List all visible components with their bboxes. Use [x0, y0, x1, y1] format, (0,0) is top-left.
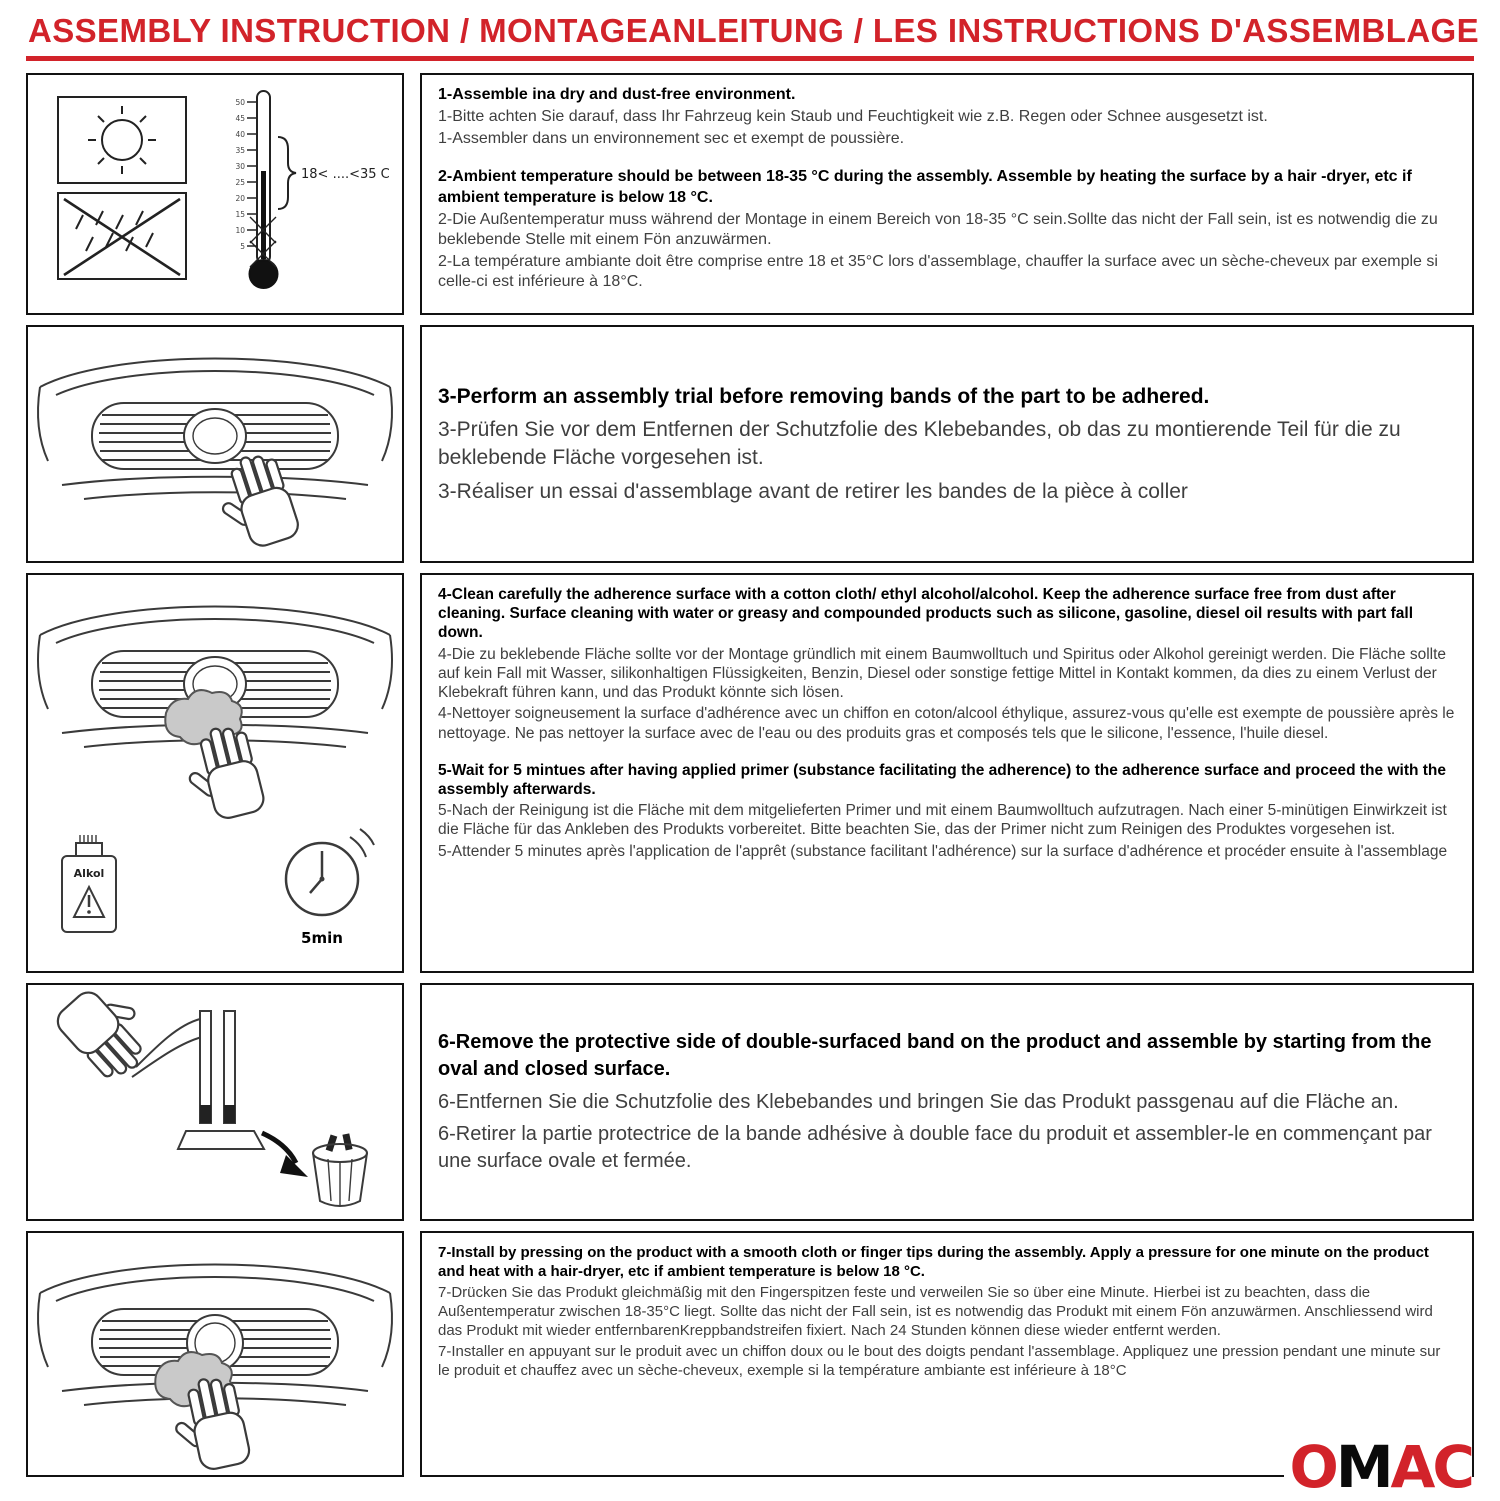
logo-letter-m: M	[1335, 1433, 1391, 1501]
omac-logo	[1284, 1433, 1472, 1501]
spacer	[438, 151, 1456, 167]
cleaning-illustration	[28, 575, 402, 971]
instructions-step-3	[420, 325, 1474, 563]
instruction-step1-fr: 1-Assembler dans un environnement sec et exempt de poussière.	[438, 130, 905, 148]
instruction-step6-de: 6-Entfernen Sie die Schutzfolie des Klebebandes und bringen Sie das Produkt passgenau auf die Fläche an.	[438, 1090, 1399, 1113]
figure-cleaning	[26, 573, 404, 973]
step-row-cleaning-primer	[26, 573, 1474, 973]
arrow-icon	[262, 1133, 308, 1177]
sun-icon	[88, 106, 156, 174]
environment-temperature-illustration	[28, 75, 402, 313]
instruction-step5-en: 5-Wait for 5 mintues after having applied primer (substance facilitating the adherence) to the adherence surface and proceed the with the assembly afterwards.	[438, 761, 1446, 798]
logo-letters-ac: AC	[1390, 1433, 1472, 1501]
instruction-step1-de: 1-Bitte achten Sie darauf, dass Ihr Fahrzeug kein Staub und Feuchtigkeit wie z.B. Regen oder Schnee ausgesetzt ist.	[438, 108, 1268, 126]
warning-triangle-icon	[74, 887, 104, 917]
instruction-step4-de: 4-Die zu beklebende Fläche sollte vor der Montage gründlich mit einem Baumwolltuch und Spiritus oder Alkohol gereinigt werden. Die Fläche sollte auf kein Fall mit Wasser, silikonhaltigen Flüssigkeiten, Benzin, Diesel oder sonstige fettige Mittel in Kontakt kommen, da dies zu einem Verlust der Klebekraft führen kann, und das Produkt könnte sich lösen.	[438, 645, 1447, 702]
hand-icon	[208, 448, 302, 555]
instruction-step4-en: 4-Clean carefully the adherence surface with a cotton cloth/ ethyl alcohol/alcohol. Keep the adherence surface free from dust after cleaning. Surface cleaning with water or greasy and compounded products such as silicone, gasoline, diesel oil results with part fall down.	[438, 586, 1414, 642]
instructions-steps-4-5	[420, 573, 1474, 973]
instruction-step4-fr: 4-Nettoyer soigneusement la surface d'adhérence avec un chiffon en coton/alcool éthylique, assurez-vous qu'elle est exempte de poussière après le nettoyage. Ne pas nettoyer la surface avec de l'eau ou des produits gras et composés tels que le silicone, l'essence, l'huile diesel.	[438, 705, 1455, 742]
hand-icon	[52, 985, 164, 1087]
press-install-illustration	[28, 1233, 402, 1475]
tape-strips-icon	[178, 1011, 264, 1149]
spacer	[438, 745, 1456, 761]
thermometer-tick-label: 35	[235, 146, 245, 155]
instruction-step5-fr: 5-Attender 5 minutes après l'application de l'apprêt (substance facilitant l'adhérence) sur la surface d'adhérence et procéder ensuite à l'assemblage	[438, 842, 1448, 860]
thermometer-tick-label: 25	[235, 178, 245, 187]
step-row-environment	[26, 73, 1474, 315]
trash-can-icon	[313, 1133, 367, 1206]
instruction-step2-de: 2-Die Außentemperatur muss während der Montage in einem Bereich von 18-35 °C sein.Sollte das nicht der Fall sein, ist es notwendig die zu beklebende Stelle mit einem Fön anzuwärmen.	[438, 210, 1438, 248]
instruction-step2-fr: 2-La température ambiante doit être comprise entre 18 et 35°C lors d'assemblage, chauffer la surface avec un sèche-cheveux par exemple si celle-ci est inférieure à 18°C.	[438, 253, 1438, 291]
figure-install-press	[26, 1231, 404, 1477]
instruction-step3-de: 3-Prüfen Sie vor dem Entfernen der Schutzfolie des Klebebandes, ob das zu montierende Teil für die zu beklebende Fläche vorgesehen ist.	[438, 418, 1401, 469]
figure-assembly-trial	[26, 325, 404, 563]
instruction-step1-en: 1-Assemble ina dry and dust-free environment.	[438, 86, 796, 103]
instruction-step3-fr: 3-Réaliser un essai d'assemblage avant de retirer les bandes de la pièce à coller	[438, 479, 1188, 503]
thermometer-tick-label: 5	[240, 242, 245, 251]
instruction-step2-en: 2-Ambient temperature should be between 18-35 °C during the assembly. Assemble by heating the surface by a hair -dryer, etc if ambient temperature is below 18 °C.	[438, 168, 1412, 206]
instruction-step6-en: 6-Remove the protective side of double-surfaced band on the product and assemble by starting from the oval and closed surface.	[438, 1031, 1432, 1080]
thermometer-tick-label: 20	[235, 194, 245, 203]
figure-band-removal	[26, 983, 404, 1221]
instruction-step7-en: 7-Install by pressing on the product with a smooth cloth or finger tips during the assembly. Apply a pressure for one minute on the product and heat with a hair-dryer, etc if ambient temperature is below 18 °C.	[438, 1244, 1429, 1281]
step-row-install-press	[26, 1231, 1474, 1477]
temperature-range-label: 18< ....<35 C	[301, 167, 390, 182]
thermometer-tick-label: 45	[235, 114, 245, 123]
instructions-steps-1-2	[420, 73, 1474, 315]
logo-letter-o: O	[1289, 1433, 1336, 1501]
instruction-step7-fr: 7-Installer en appuyant sur le produit avec un chiffon doux ou le bout des doigts pendant l'assemblage. Appliquez une pression pendant une minute sur le produit et chauffez avec un sèche-cheveux, exemple si la température ambiante est inférieure à 18°C	[438, 1343, 1441, 1380]
band-removal-illustration	[28, 985, 402, 1219]
thermometer-tick-label: 10	[235, 226, 245, 235]
step-row-assembly-trial	[26, 325, 1474, 563]
title-underline	[26, 56, 1474, 61]
alcohol-bottle-label: Alkol	[73, 867, 105, 880]
thermometer-tick-label: 30	[235, 162, 245, 171]
instruction-step7-de: 7-Drücken Sie das Produkt gleichmäßig mit den Fingerspitzen feste und verweilen Sie so über eine Minute. Hierbei ist zu beachten, dass die Außentemperatur zwischen 18-35°C liegt. Sollte das nicht der Fall sein, ist es notwendig das Produkt mit einem Fön anzuwärmen. Anschliessend wird das Produkt mit wieder entfernbarenKreppbandstreifen fixiert. Nach 24 Stunden können diese wieder entfernt werden.	[438, 1284, 1433, 1340]
alcohol-bottle-icon	[62, 835, 116, 932]
page-title: ASSEMBLY INSTRUCTION / MONTAGEANLEITUNG / LES INSTRUCTIONS D'ASSEMBLAGE	[28, 12, 1480, 49]
instructions-step-6	[420, 983, 1474, 1221]
peeled-film-line	[132, 1037, 202, 1077]
grille-trial-illustration	[28, 327, 402, 561]
step-row-band-removal	[26, 983, 1474, 1221]
instruction-step3-en: 3-Perform an assembly trial before removing bands of the part to be adhered.	[438, 384, 1210, 408]
thermometer-tick-label: 40	[235, 130, 245, 139]
timer-label: 5min	[301, 929, 343, 947]
no-rain-icon	[64, 199, 180, 275]
peeled-film-line	[136, 1019, 200, 1067]
figure-environment-temperature	[26, 73, 404, 315]
instruction-step6-fr: 6-Retirer la partie protectrice de la bande adhésive à double face du produit et assembler-le en commençant par une surface ovale et fermée.	[438, 1123, 1432, 1173]
instruction-step5-de: 5-Nach der Reinigung ist die Fläche mit dem mitgelieferten Primer und mit einem Baumwolltuch aufzutragen. Nach einer 5-minütigen Einwirkzeit ist die Fläche für das Ankleben des Produkts vorbereitet. Bitte beachten Sie, das der Primer nicht zum Reinigen des Produktes vorgesehen ist.	[438, 802, 1447, 839]
thermometer-tick-label: 50	[235, 98, 245, 107]
thermometer-icon	[247, 91, 296, 288]
clock-icon	[286, 829, 374, 947]
thermometer-tick-label: 15	[235, 210, 245, 219]
